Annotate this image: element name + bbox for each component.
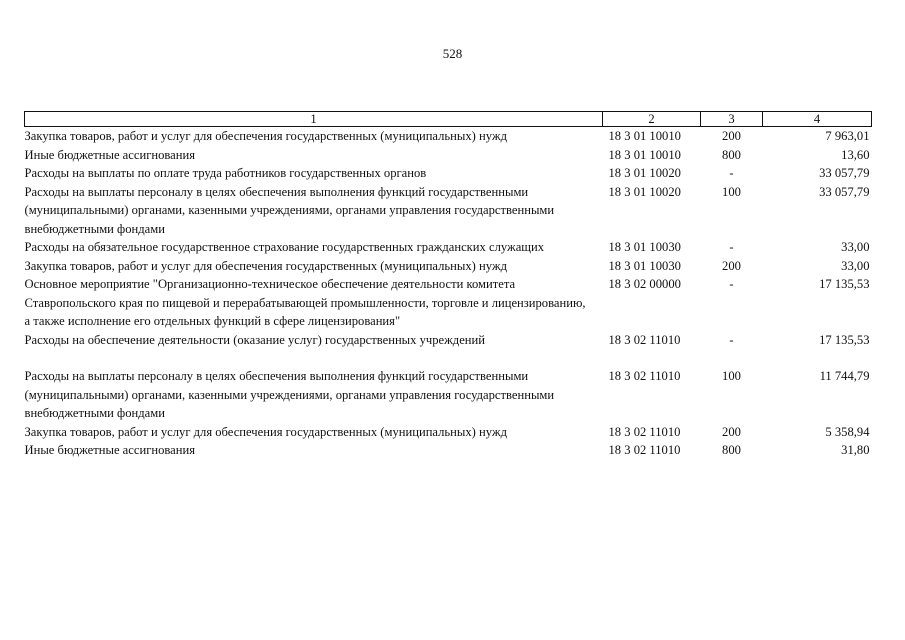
row-code: 18 3 01 10010	[608, 147, 681, 162]
row-type: 200	[722, 129, 741, 143]
row-code: 18 3 01 10020	[608, 166, 681, 180]
row-name: Основное мероприятие "Организационно-техническое обеспечение деятельности комитета Ставропольского края по пищевой и перерабатывающей промышленности, торговле и лицензированию, а также исполнение его отдельных функций в сфере лицензирования"	[24, 277, 586, 328]
table-row	[25, 275, 872, 331]
table-row	[25, 127, 872, 146]
row-name: Закупка товаров, работ и услуг для обеспечения государственных (муниципальных) нужд	[24, 424, 507, 439]
row-code: 18 3 02 11010	[608, 424, 681, 439]
row-spacer	[25, 349, 872, 367]
row-amount: 7 963,01	[825, 129, 870, 143]
spacer-cell	[25, 349, 872, 367]
budget-table	[24, 111, 872, 460]
column-header-code: 2	[603, 112, 701, 127]
table-row	[25, 238, 872, 257]
row-type: 800	[722, 147, 741, 162]
column-header-type: 3	[701, 112, 763, 127]
row-amount: 33 057,79	[819, 166, 870, 180]
row-code: 18 3 01 10020	[608, 184, 681, 199]
row-amount: 5 358,94	[825, 424, 870, 439]
row-name: Расходы на обеспечение деятельности (оказание услуг) государственных учреждений	[24, 332, 486, 347]
table-row	[25, 257, 872, 276]
table-header	[25, 112, 872, 127]
row-name: Расходы на обязательное государственное страхование государственных гражданских служащих	[24, 240, 545, 254]
row-amount: 13,60	[841, 147, 870, 162]
table-row	[25, 146, 872, 165]
row-code: 18 3 02 11010	[608, 332, 681, 347]
row-type: -	[729, 332, 734, 347]
row-type: 200	[722, 424, 741, 439]
header-row	[25, 112, 872, 127]
row-type: -	[729, 240, 734, 254]
column-header-name: 1	[25, 112, 603, 127]
row-amount: 33,00	[841, 240, 870, 254]
row-type: 100	[722, 184, 741, 199]
page-number: 528	[442, 46, 463, 61]
row-amount: 17 135,53	[819, 332, 870, 347]
row-code: 18 3 01 10010	[608, 129, 681, 143]
table-row	[25, 183, 872, 239]
row-code: 18 3 01 10030	[608, 240, 681, 254]
row-type: 200	[722, 258, 741, 273]
table-row	[25, 164, 872, 183]
row-name: Расходы на выплаты по оплате труда работников государственных органов	[24, 166, 427, 180]
row-name: Расходы на выплаты персоналу в целях обеспечения выполнения функций государственными (муниципальными) органами, казенными учреждениями, органами управления государственными внебюджетными фондами	[24, 184, 555, 236]
table-row	[25, 331, 872, 350]
table-row	[25, 423, 872, 442]
row-amount: 33,00	[841, 258, 870, 273]
row-amount: 33 057,79	[819, 184, 870, 199]
row-amount: 17 135,53	[819, 277, 870, 291]
row-name: Иные бюджетные ассигнования	[24, 147, 196, 162]
table-body	[25, 127, 872, 460]
row-code: 18 3 02 00000	[608, 277, 681, 291]
table-row	[25, 441, 872, 460]
row-type: -	[729, 166, 734, 180]
row-amount: 11 744,79	[819, 369, 870, 383]
row-amount: 31,80	[841, 443, 870, 457]
row-code: 18 3 01 10030	[608, 258, 681, 273]
row-code: 18 3 02 11010	[608, 443, 681, 457]
table-row	[25, 367, 872, 423]
row-name: Закупка товаров, работ и услуг для обеспечения государственных (муниципальных) нужд	[24, 129, 507, 143]
row-type: 800	[722, 443, 741, 457]
row-name: Закупка товаров, работ и услуг для обеспечения государственных (муниципальных) нужд	[24, 258, 507, 273]
row-code: 18 3 02 11010	[608, 369, 681, 383]
column-header-amount: 4	[763, 112, 872, 127]
row-name: Иные бюджетные ассигнования	[24, 443, 196, 457]
row-name: Расходы на выплаты персоналу в целях обеспечения выполнения функций государственными (муниципальными) органами, казенными учреждениями, органами управления государственными внебюджетными фондами	[24, 369, 555, 420]
row-type: -	[729, 277, 734, 291]
row-type: 100	[722, 369, 741, 383]
